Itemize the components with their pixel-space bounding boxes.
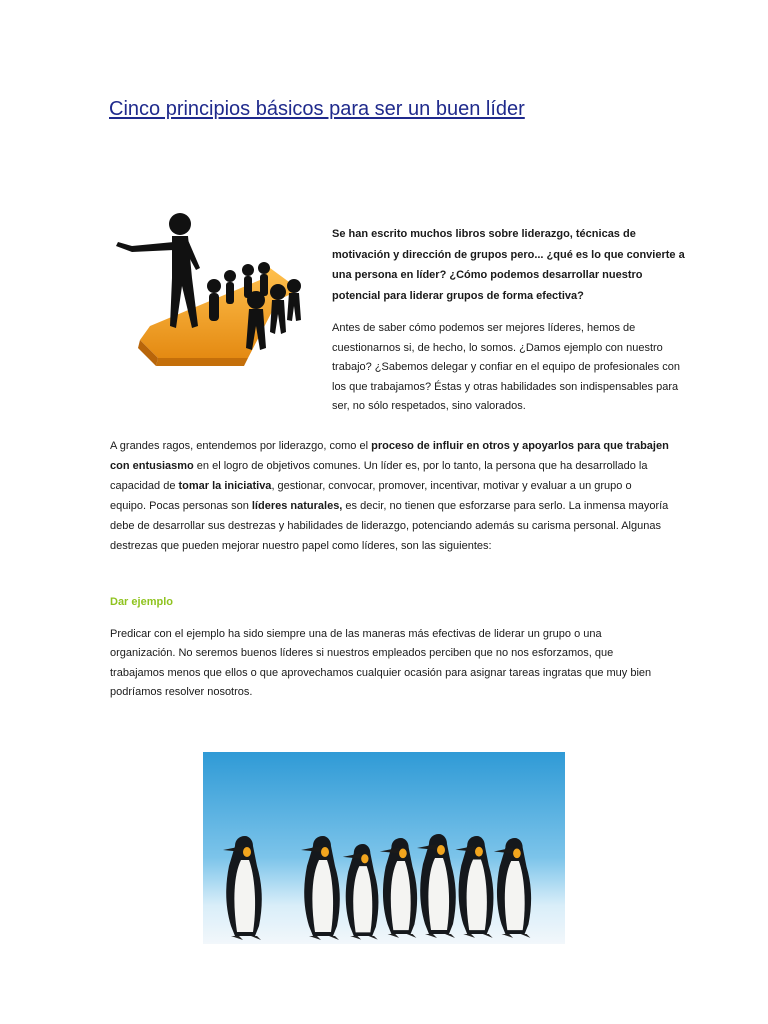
leader-illustration xyxy=(110,208,320,378)
section-paragraph: Predicar con el ejemplo ha sido siempre una de las maneras más efectivas de liderar un grupo o una organización. No seremos buenos líderes si nuestros empleados perciben que no nos esforzamos, que trabajamos menos que ellos o que aprovechamos cualquier ocasión para asignar tareas ingratas que muy bien podríamos resolver nosotros. xyxy=(110,628,652,699)
text-run: en el logro de objetivos comunes. Un líder es, por lo tanto, la persona que ha desarrollado la capacidad de xyxy=(110,459,648,492)
intro-paragraph: Antes de saber cómo podemos ser mejores líderes, hemos de cuestionarnos si, de hecho, lo somos. ¿Damos ejemplo con nuestro trabajo? ¿Sabemos delegar y confiar en el equipo de profesionales con los que trabajamos? Éstas y otras habilidades son indispensables para ser, no sólo respetados, sino valorados. xyxy=(332,322,680,413)
intro-lead: Se han escrito muchos libros sobre liderazgo, técnicas de motivación y dirección de grupos pero... ¿qué es lo que convierte a una persona en líder? ¿Cómo podemos desarrollar nuestro potencial para liderar grupos de forma efectiva? xyxy=(332,228,685,302)
bold-run: tomar la iniciativa xyxy=(178,479,272,492)
section-heading: Dar ejemplo xyxy=(110,596,173,608)
bold-run: proceso de influir en otros y apoyarlos para que trabajen con entusiasmo xyxy=(110,440,669,472)
leadership-paragraph xyxy=(110,437,670,556)
bold-run: líderes naturales, xyxy=(251,499,343,512)
text-run: es decir, no tienen que esforzarse para serlo. La inmensa mayoría debe de desarrollar sus destrezas y habilidades de liderazgo, potenciando además su carisma personal. Algunas destrezas que pueden mejorar nuestro papel como líderes, son las siguientes: xyxy=(110,499,669,552)
penguins-photo xyxy=(203,752,565,944)
text-run: , gestionar, convocar, promover, incentivar, motivar y evaluar a un grupo o equipo. Pocas personas son xyxy=(110,479,632,512)
text-run: A grandes ragos, entendemos por liderazgo, como el xyxy=(110,440,372,452)
intro-block xyxy=(332,224,692,417)
page-title[interactable]: Cinco principios básicos para ser un buen líder xyxy=(109,98,525,120)
